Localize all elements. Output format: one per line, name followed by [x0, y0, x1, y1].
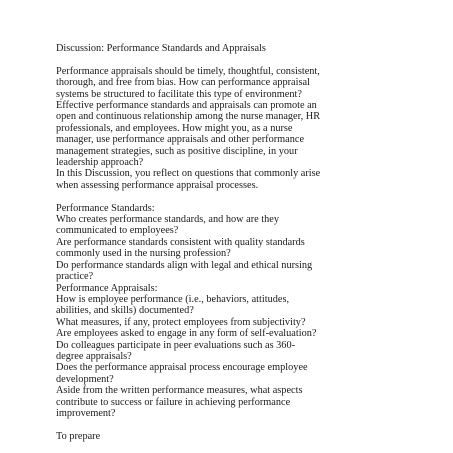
question-line: practice? [56, 271, 94, 283]
text-line: when assessing performance appraisal processes. [56, 179, 259, 191]
text-line: systems be structured to facilitate this type of environment? [56, 88, 302, 100]
blank-line [56, 419, 448, 430]
text-line: professionals, and employees. How might you, as a nurse [56, 122, 293, 134]
text-line: Performance appraisals should be timely, thoughtful, consistent, [56, 65, 320, 77]
question-line: How is employee performance (i.e., behaviors, attitudes, [56, 293, 290, 305]
section-heading: Performance Standards: [56, 202, 155, 214]
question-line: Are performance standards consistent with quality standards [56, 236, 305, 248]
question-line: Are employees asked to engage in any form of self-evaluation? [56, 328, 317, 340]
question-line: contribute to success or failure in achieving performance [56, 396, 291, 408]
text-line: In this Discussion, you reflect on questions that commonly arise [56, 168, 321, 180]
question-line: Do colleagues participate in peer evaluations such as 360- [56, 339, 296, 351]
text-line: thorough, and free from bias. How can performance appraisal [56, 77, 310, 89]
question-line: abilities, and skills) documented? [56, 305, 194, 317]
closing-heading: To prepare [56, 430, 101, 442]
question-line: Does the performance appraisal process encourage employee [56, 362, 308, 374]
questions-section [56, 203, 448, 420]
question-line: degree appraisals? [56, 350, 132, 362]
question-line: Do performance standards align with legal and ethical nursing [56, 259, 313, 271]
text-line: management strategies, such as positive discipline, in your [56, 145, 298, 157]
intro-paragraph [56, 66, 448, 191]
question-line: What measures, if any, protect employees from subjectivity? [56, 316, 306, 328]
text-line: manager, use performance appraisals and other performance [56, 134, 305, 146]
text-line: Effective performance standards and appraisals can promote an [56, 100, 317, 112]
question-line: communicated to employees? [56, 225, 179, 237]
question-line: development? [56, 373, 114, 385]
section-heading: Performance Appraisals: [56, 282, 158, 294]
blank-line [56, 191, 448, 202]
document-page [56, 43, 448, 442]
question-line: improvement? [56, 407, 116, 419]
question-line: commonly used in the nursing profession? [56, 248, 231, 260]
blank-line [56, 54, 448, 65]
document-title: Discussion: Performance Standards and Appraisals [56, 43, 266, 54]
question-line: Aside from the written performance measures, what aspects [56, 385, 303, 397]
text-line: leadership approach? [56, 157, 144, 169]
question-line: Who creates performance standards, and how are they [56, 214, 279, 226]
text-line: open and continuous relationship among the nurse manager, HR [56, 111, 321, 123]
